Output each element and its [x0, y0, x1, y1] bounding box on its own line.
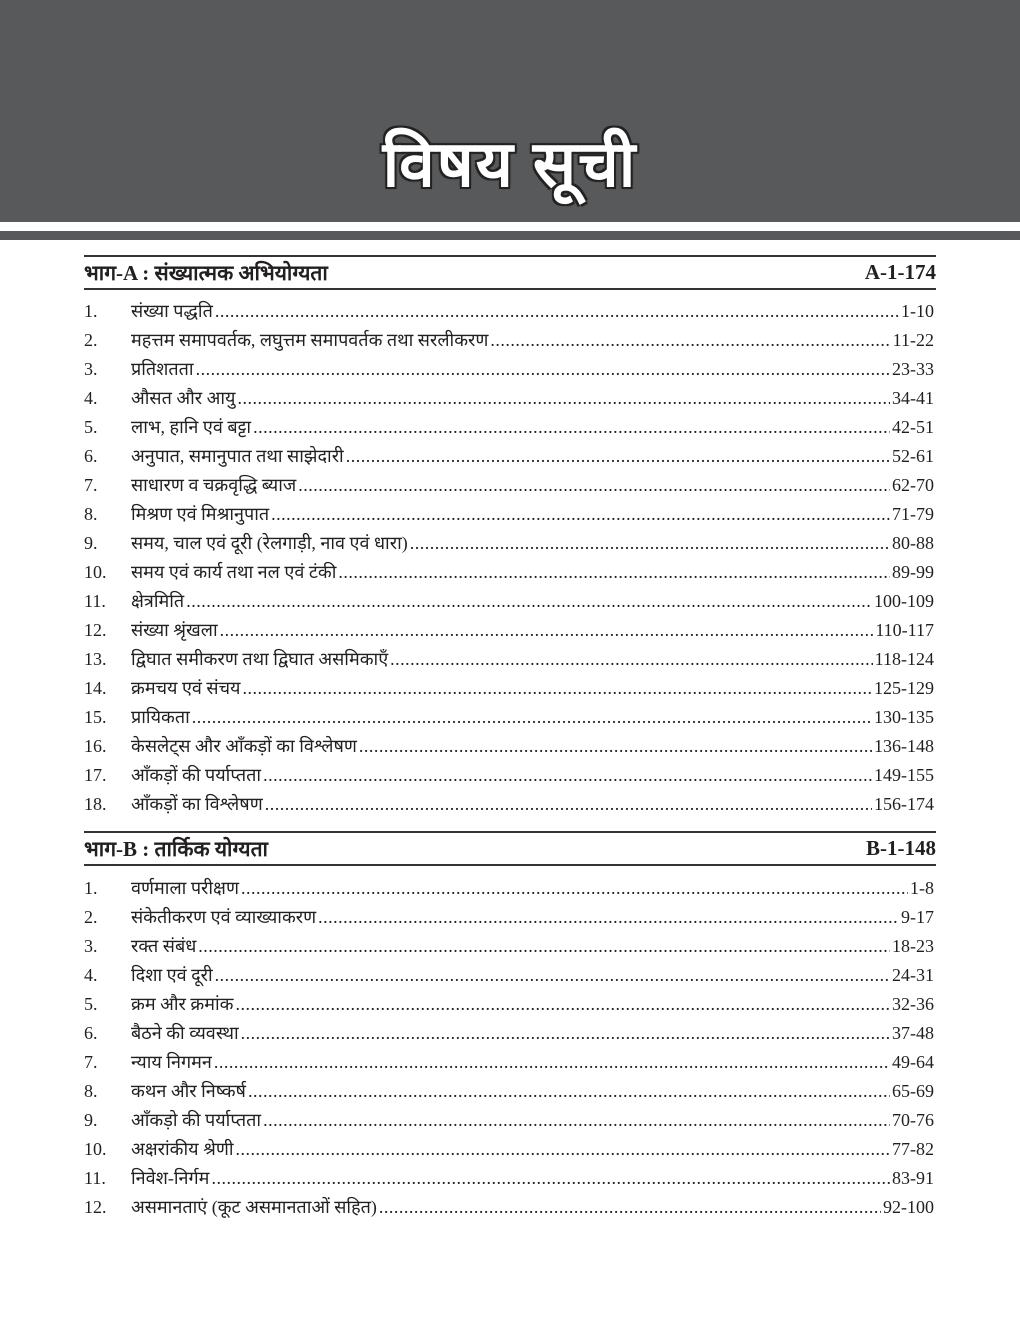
toc-entry[interactable] [84, 674, 934, 703]
toc-entry[interactable] [84, 529, 934, 558]
toc-entry[interactable] [84, 1164, 934, 1193]
entry-number: 16. [84, 736, 107, 756]
entry-number: 6. [84, 1023, 98, 1043]
entry-number: 5. [84, 994, 98, 1014]
dot-leader [241, 1019, 890, 1048]
entry-pages: 92-100 [883, 1197, 934, 1217]
entry-pages: 32-36 [892, 994, 934, 1014]
entry-number: 4. [84, 965, 98, 985]
dot-leader [410, 529, 890, 558]
entry-pages: 1-8 [910, 878, 934, 898]
entry-pages: 149-155 [874, 765, 934, 785]
entry-title: संकेतीकरण एवं व्याख्याकरण [131, 907, 317, 927]
entry-number: 14. [84, 678, 107, 698]
dot-leader [253, 413, 890, 442]
dot-leader [271, 500, 890, 529]
entry-pages: 34-41 [892, 388, 934, 408]
entry-title: अनुपात, समानुपात तथा साझेदारी [131, 446, 344, 466]
dot-leader [318, 903, 899, 932]
entry-pages: 100-109 [874, 591, 934, 611]
dot-leader [359, 732, 872, 761]
dot-leader [241, 874, 908, 903]
dot-leader [214, 1048, 890, 1077]
section-a-list [84, 297, 934, 819]
entry-number: 9. [84, 1110, 98, 1130]
toc-entry[interactable] [84, 471, 934, 500]
section-b-range: B-1-148 [866, 836, 936, 860]
entry-title: क्रम और क्रमांक [131, 994, 234, 1014]
entry-title: आँकड़ों की पर्याप्तता [131, 765, 262, 785]
entry-number: 4. [84, 388, 98, 408]
entry-number: 3. [84, 936, 98, 956]
entry-number: 11. [84, 591, 106, 611]
section-b-title: भाग-B : तार्किक योग्यता [84, 836, 268, 861]
entry-title: न्याय निगमन [131, 1052, 212, 1072]
toc-entry[interactable] [84, 1135, 934, 1164]
entry-title: आँकड़ो की पर्याप्तता [131, 1110, 262, 1130]
toc-entry[interactable] [84, 1077, 934, 1106]
header-banner [0, 0, 1020, 222]
entry-pages: 118-124 [874, 649, 934, 669]
entry-pages: 125-129 [874, 678, 934, 698]
toc-entry[interactable] [84, 961, 934, 990]
dot-leader [390, 645, 873, 674]
dot-leader [490, 326, 890, 355]
entry-title: प्रायिकता [131, 707, 190, 727]
entry-number: 15. [84, 707, 107, 727]
dot-leader [265, 790, 872, 819]
dot-leader [248, 1077, 890, 1106]
entry-title: रक्त संबंध [131, 936, 197, 956]
toc-entry[interactable] [84, 616, 934, 645]
dot-leader [220, 616, 874, 645]
toc-entry[interactable] [84, 932, 934, 961]
dot-leader [346, 442, 890, 471]
entry-pages: 18-23 [892, 936, 934, 956]
entry-number: 2. [84, 330, 98, 350]
dot-leader [236, 1135, 890, 1164]
entry-number: 12. [84, 1197, 107, 1217]
toc-entry[interactable] [84, 874, 934, 903]
toc-entry[interactable] [84, 761, 934, 790]
entry-title: कथन और निष्कर्ष [131, 1081, 246, 1101]
entry-title: प्रतिशतता [131, 359, 194, 379]
entry-title: समय, चाल एवं दूरी (रेलगाड़ी, नाव एवं धारा) [131, 533, 408, 553]
entry-title: वर्णमाला परीक्षण [131, 878, 239, 898]
toc-entry[interactable] [84, 297, 934, 326]
entry-pages: 71-79 [892, 504, 934, 524]
entry-title: केसलेट्स और आँकड़ों का विश्लेषण [131, 736, 357, 756]
entry-number: 3. [84, 359, 98, 379]
toc-entry[interactable] [84, 384, 934, 413]
entry-number: 7. [84, 475, 98, 495]
entry-title: समय एवं कार्य तथा नल एवं टंकी [131, 562, 337, 582]
toc-entry[interactable] [84, 326, 934, 355]
dot-leader [298, 471, 890, 500]
entry-number: 13. [84, 649, 107, 669]
entry-number: 8. [84, 504, 98, 524]
entry-number: 2. [84, 907, 98, 927]
entry-pages: 80-88 [892, 533, 934, 553]
entry-title: औसत और आयु [131, 388, 236, 408]
section-a-title: भाग-A : संख्यात्मक अभियोग्यता [84, 260, 328, 285]
section-b-heading [84, 831, 936, 866]
dot-leader [196, 355, 890, 384]
entry-pages: 62-70 [892, 475, 934, 495]
dot-leader [192, 703, 872, 732]
toc-entry[interactable] [84, 790, 934, 819]
entry-number: 17. [84, 765, 107, 785]
entry-pages: 52-61 [892, 446, 934, 466]
entry-pages: 65-69 [892, 1081, 934, 1101]
entry-number: 12. [84, 620, 107, 640]
entry-number: 11. [84, 1168, 106, 1188]
entry-pages: 24-31 [892, 965, 934, 985]
entry-title: असमानताएं (कूट असमानताओं सहित) [131, 1197, 377, 1217]
entry-pages: 83-91 [892, 1168, 934, 1188]
dot-leader [242, 674, 872, 703]
toc-entry[interactable] [84, 645, 934, 674]
entry-title: साधारण व चक्रवृद्धि ब्याज [131, 475, 297, 495]
entry-title: संख्या पद्धति [131, 301, 213, 321]
entry-pages: 9-17 [901, 907, 934, 927]
toc-entry[interactable] [84, 1019, 934, 1048]
toc-entry[interactable] [84, 732, 934, 761]
entry-number: 8. [84, 1081, 98, 1101]
dot-leader [215, 961, 890, 990]
entry-number: 7. [84, 1052, 98, 1072]
toc-entry[interactable] [84, 1048, 934, 1077]
toc-entry[interactable] [84, 587, 934, 616]
entry-title: बैठने की व्यवस्था [131, 1023, 239, 1043]
entry-pages: 77-82 [892, 1139, 934, 1159]
dot-leader [211, 1164, 890, 1193]
entry-pages: 136-148 [874, 736, 934, 756]
dot-leader [186, 587, 872, 616]
toc-entry[interactable] [84, 903, 934, 932]
toc-entry[interactable] [84, 442, 934, 471]
entry-pages: 42-51 [892, 417, 934, 437]
toc-entry[interactable] [84, 990, 934, 1019]
toc-entry[interactable] [84, 413, 934, 442]
dot-leader [338, 558, 890, 587]
entry-title: दिशा एवं दूरी [131, 965, 213, 985]
header-stripe [0, 231, 1020, 240]
entry-title: द्विघात समीकरण तथा द्विघात असमिकाएँ [131, 649, 389, 669]
dot-leader [235, 990, 890, 1019]
page-title: विषय सूची [382, 129, 638, 200]
toc-entry[interactable] [84, 500, 934, 529]
entry-pages: 37-48 [892, 1023, 934, 1043]
entry-number: 1. [84, 878, 98, 898]
entry-number: 18. [84, 794, 107, 814]
toc-entry[interactable] [84, 355, 934, 384]
entry-number: 6. [84, 446, 98, 466]
dot-leader [379, 1193, 881, 1222]
dot-leader [237, 384, 890, 413]
section-b-list [84, 874, 934, 1222]
dot-leader [263, 1106, 890, 1135]
entry-title: मिश्रण एवं मिश्रानुपात [131, 504, 270, 524]
entry-pages: 1-10 [901, 301, 934, 321]
entry-pages: 110-117 [875, 620, 934, 640]
entry-pages: 156-174 [874, 794, 934, 814]
entry-number: 1. [84, 301, 98, 321]
entry-pages: 70-76 [892, 1110, 934, 1130]
toc-entry[interactable] [84, 1106, 934, 1135]
entry-title: महत्तम समापवर्तक, लघुत्तम समापवर्तक तथा सरलीकरण [131, 330, 489, 350]
entry-number: 5. [84, 417, 98, 437]
entry-number: 10. [84, 1139, 107, 1159]
entry-title: अक्षरांकीय श्रेणी [131, 1139, 234, 1159]
entry-pages: 89-99 [892, 562, 934, 582]
entry-title: क्षेत्रमिति [131, 591, 185, 611]
dot-leader [215, 297, 899, 326]
entry-title: लाभ, हानि एवं बट्टा [131, 417, 252, 437]
entry-number: 9. [84, 533, 98, 553]
toc-entry[interactable] [84, 703, 934, 732]
dot-leader [263, 761, 872, 790]
entry-title: क्रमचय एवं संचय [131, 678, 241, 698]
entry-pages: 49-64 [892, 1052, 934, 1072]
entry-title: आँकड़ों का विश्लेषण [131, 794, 263, 814]
entry-pages: 23-33 [892, 359, 934, 379]
section-a-heading [84, 255, 936, 290]
dot-leader [198, 932, 890, 961]
toc-entry[interactable] [84, 1193, 934, 1222]
section-a-range: A-1-174 [864, 260, 936, 284]
entry-title: निवेश-निर्गम [131, 1168, 210, 1188]
entry-number: 10. [84, 562, 107, 582]
toc-entry[interactable] [84, 558, 934, 587]
entry-pages: 11-22 [892, 330, 934, 350]
entry-pages: 130-135 [874, 707, 934, 727]
entry-title: संख्या श्रृंखला [131, 620, 218, 640]
